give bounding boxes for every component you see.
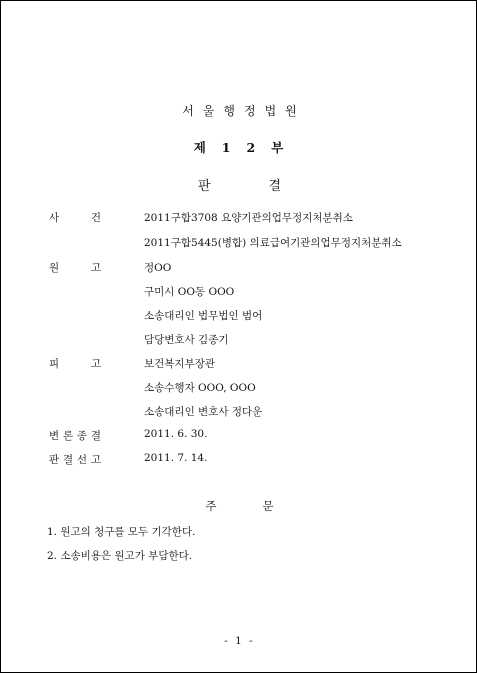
defendant-litigation-performers: 소송수행자 OOO, OOO: [144, 382, 256, 394]
plaintiff-counsel-firm: 소송대리인 법무법인 범어: [144, 310, 263, 322]
closing-argument-label-char-1: 변: [49, 430, 60, 442]
plaintiff-name: 정OO: [144, 262, 172, 274]
case-number-2: 2011구합5445(병합) 의료급여기관의업무정지처분취소: [144, 237, 402, 249]
judgment-date-label: [49, 452, 101, 467]
court-name: 서울행정법원: [182, 104, 306, 118]
plaintiff-attorney: 담당변호사 김종기: [144, 334, 229, 346]
closing-argument-date: 2011. 6. 30.: [144, 428, 208, 440]
case-label-char-1: 사: [49, 212, 60, 224]
closing-argument-label-char-2: 론: [62, 430, 74, 442]
plaintiff-address: 구미시 OO동 OOO: [144, 286, 235, 298]
closing-argument-label-char-3: 종: [76, 430, 88, 442]
defendant-label-char-2: 고: [90, 358, 101, 370]
judgment-date: 2011. 7. 14.: [144, 452, 208, 464]
defendant-attorney: 소송대리인 변호사 정다운: [144, 406, 263, 418]
document-title: 판결: [197, 179, 340, 194]
closing-argument-label: [49, 428, 101, 443]
judgment-date-label-char-3: 선: [76, 454, 88, 466]
defendant-name: 보건복지부장관: [144, 358, 216, 370]
case-label-char-2: 건: [90, 212, 101, 224]
case-number-1: 2011구합3708 요양기관의업무정지처분취소: [144, 212, 353, 224]
closing-argument-label-char-4: 결: [90, 430, 101, 442]
defendant-label-char-1: 피: [49, 358, 60, 370]
judgment-date-label-char-4: 고: [90, 454, 101, 466]
case-label: [49, 210, 101, 225]
plaintiff-label: [49, 260, 101, 275]
plaintiff-label-char-2: 고: [90, 262, 101, 274]
division-name: 제12부: [193, 140, 300, 155]
holding-item-2: 2. 소송비용은 원고가 부담한다.: [47, 550, 193, 562]
judgment-date-label-char-1: 판: [49, 454, 60, 466]
page-number: - 1 -: [224, 635, 255, 647]
holding-title: 주문: [205, 499, 320, 513]
plaintiff-label-char-1: 원: [49, 262, 60, 274]
defendant-label: [49, 356, 101, 371]
holding-item-1: 1. 원고의 청구를 모두 기각한다.: [47, 526, 196, 538]
judgment-date-label-char-2: 결: [62, 454, 74, 466]
